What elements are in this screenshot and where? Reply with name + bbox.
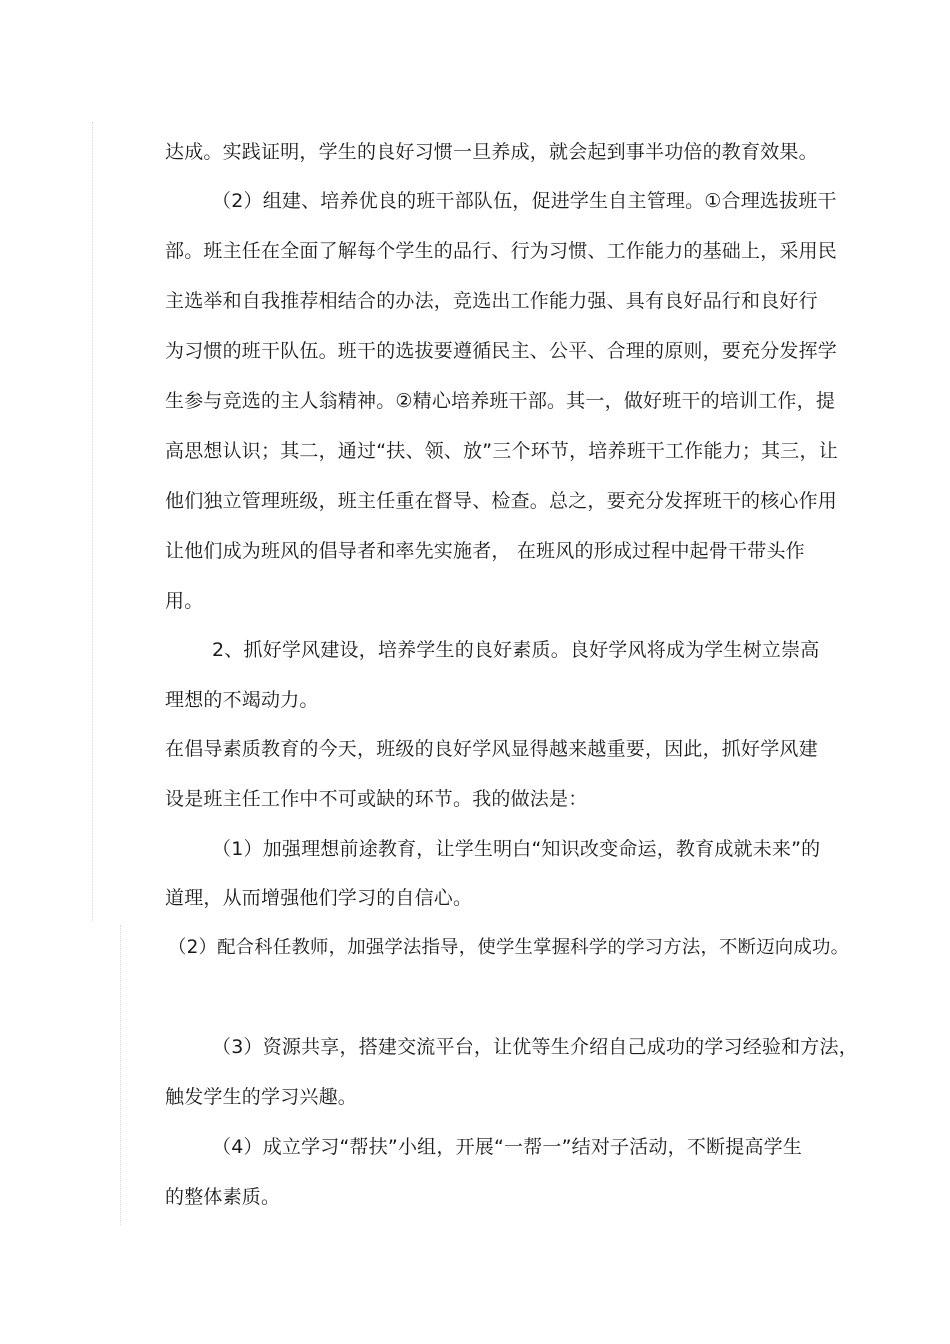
text-line: （1）加强理想前途教育，让学生明白“知识改变命运，教育成就未来”的 — [212, 838, 821, 860]
text-line: 为习惯的班干队伍。班干的选拔要遵循民主、公平、合理的原则，要充分发挥学 — [165, 340, 838, 362]
text-line: 他们独立管理班级，班主任重在督导、检查。总之，要充分发挥班干的核心作用 — [165, 490, 838, 512]
text-line: 达成。实践证明，学生的良好习惯一旦养成，就会起到事半功倍的教育效果。 — [165, 141, 818, 163]
text-line: 主选举和自我推荐相结合的办法，竞选出工作能力强、具有良好品行和良好行 — [165, 290, 818, 312]
text-line: （2）配合科任教师，加强学法指导，使学生掌握科学的学习方法，不断迈向成功。 — [168, 937, 850, 958]
margin-rule — [120, 925, 121, 1225]
text-line: （2）组建、培养优良的班干部队伍，促进学生自主管理。①合理选拔班干 — [212, 190, 837, 212]
text-line: 2、抓好学风建设，培养学生的良好素质。良好学风将成为学生树立崇高 — [212, 639, 820, 661]
text-line: 道理，从而增强他们学习的自信心。 — [165, 887, 473, 909]
text-line: 部。班主任在全面了解每个学生的品行、行为习惯、工作能力的基础上，采用民 — [165, 240, 838, 262]
text-line: 让他们成为班风的倡导者和率先实施者， 在班风的形成过程中起骨干带头作 — [165, 540, 805, 562]
text-line: 生参与竞选的主人翁精神。②精心培养班干部。其一，做好班干的培训工作，提 — [165, 390, 836, 412]
text-line: （4）成立学习“帮扶”小组，开展“一帮一”结对子活动，不断提高学生 — [212, 1136, 803, 1158]
text-line: 触发学生的学习兴趣。 — [165, 1086, 358, 1108]
margin-rule — [92, 122, 93, 922]
text-line: 理想的不竭动力。 — [165, 689, 319, 711]
text-line: （3）资源共享，搭建交流平台，让优等生介绍自己成功的学习经验和方法， — [212, 1036, 858, 1058]
text-line: 用。 — [165, 590, 204, 612]
text-line: 在倡导素质教育的今天，班级的良好学风显得越来越重要，因此，抓好学风建 — [165, 738, 818, 760]
text-line: 的整体素质。 — [165, 1186, 281, 1208]
text-line: 设是班主任工作中不可或缺的环节。我的做法是： — [165, 788, 588, 810]
text-line: 高思想认识；其二，通过“扶、领、放”三个环节，培养班干工作能力；其三，让 — [165, 440, 838, 462]
